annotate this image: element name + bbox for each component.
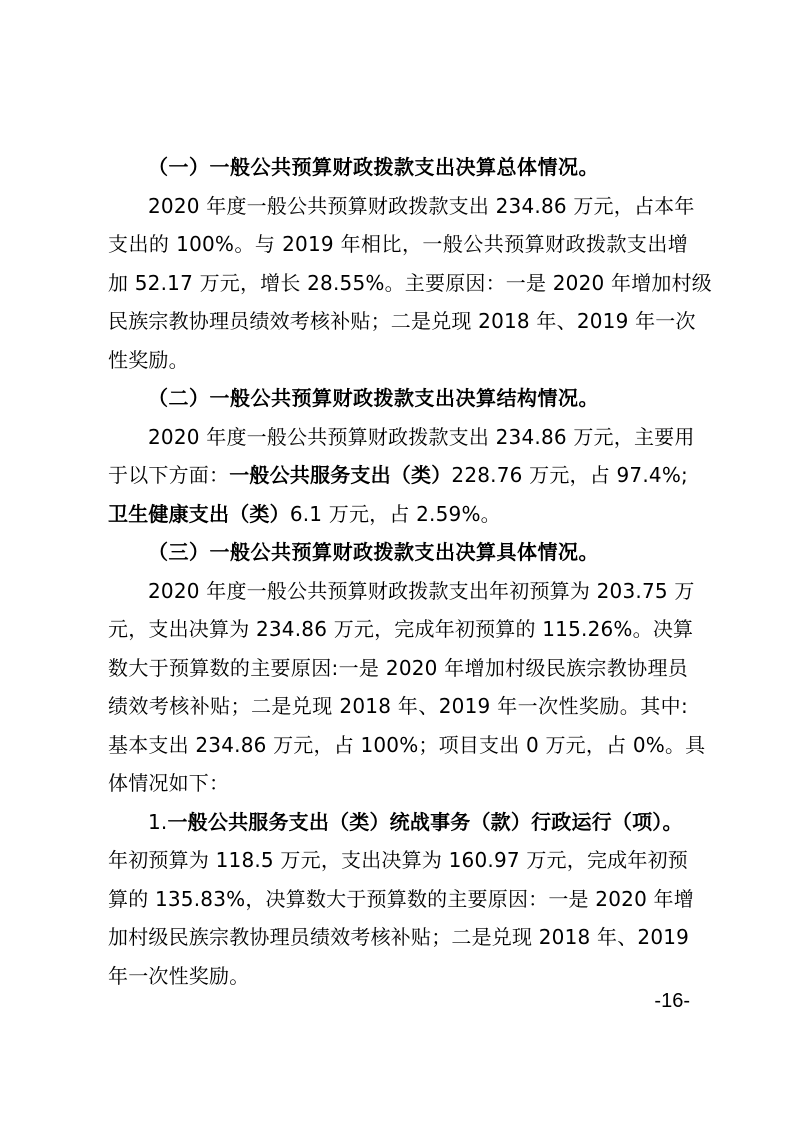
section2-line3-category: 卫生健康支出（类） — [108, 501, 290, 526]
section2-line — [108, 456, 688, 495]
section2-line — [108, 495, 688, 534]
item1-heading-text: 一般公共服务支出（类）统战事务（款）行政运行（项）。 — [167, 809, 683, 834]
item1-line: 加村级民族宗教协理员绩效考核补贴；二是兑现 2018 年、2019 — [108, 925, 690, 949]
section3-line: 体情况如下： — [108, 771, 230, 795]
item1-heading — [108, 803, 688, 842]
section2-line2-category: 一般公共服务支出（类） — [229, 463, 452, 487]
section3-line: 元，支出决算为 234.86 万元，完成年初预算的 115.26%。决算 — [108, 617, 694, 641]
section2-line: 2020 年度一般公共预算财政拨款支出 234.86 万元，主要用 — [148, 424, 695, 449]
section1-line: 民族宗教协理员绩效考核补贴；二是兑现 2018 年、2019 年一次 — [108, 309, 696, 333]
section3-line: 基本支出 234.86 万元，占 100%；项目支出 0 万元，占 0%。具 — [108, 732, 706, 757]
item1-line: 年初预算为 118.5 万元，支出决算为 160.97 万元，完成年初预 — [108, 848, 688, 872]
document-page — [108, 148, 713, 995]
item1-line: 算的 135.83%，决算数大于预算数的主要原因：一是 2020 年增 — [108, 886, 694, 911]
section1-line: 支出的 100%。与 2019 年相比，一般公共预算财政拨款支出增 — [108, 232, 688, 256]
section3-line: 2020 年度一般公共预算财政拨款支出年初预算为 203.75 万 — [148, 578, 695, 603]
section1-line: 加 52.17 万元，增长 28.55%。主要原因：一是 2020 年增加村级 — [108, 270, 713, 295]
section3-line: 数大于预算数的主要原因:一是 2020 年增加村级民族宗教协理员 — [108, 655, 688, 680]
section3-heading: （三）一般公共预算财政拨款支出决算具体情况。 — [148, 540, 599, 564]
item1-number: 1. — [148, 809, 168, 834]
section1-line: 2020 年度一般公共预算财政拨款支出 234.86 万元，占本年 — [148, 193, 695, 218]
section1-heading: （一）一般公共预算财政拨款支出决算总体情况。 — [148, 155, 599, 179]
section3-line: 绩效考核补贴；二是兑现 2018 年、2019 年一次性奖励。其中: — [108, 694, 688, 718]
section2-line2-value: 228.76 万元，占 97.4%; — [451, 463, 688, 487]
section2-heading: （二）一般公共预算财政拨款支出决算结构情况。 — [148, 386, 599, 410]
page-number: -16- — [654, 990, 690, 1012]
section2-line2-prefix: 于以下方面： — [108, 463, 230, 487]
section1-line: 性奖励。 — [108, 347, 189, 372]
item1-line: 年一次性奖励。 — [108, 963, 250, 988]
section2-line3-value: 6.1 万元，占 2.59%。 — [289, 501, 501, 526]
